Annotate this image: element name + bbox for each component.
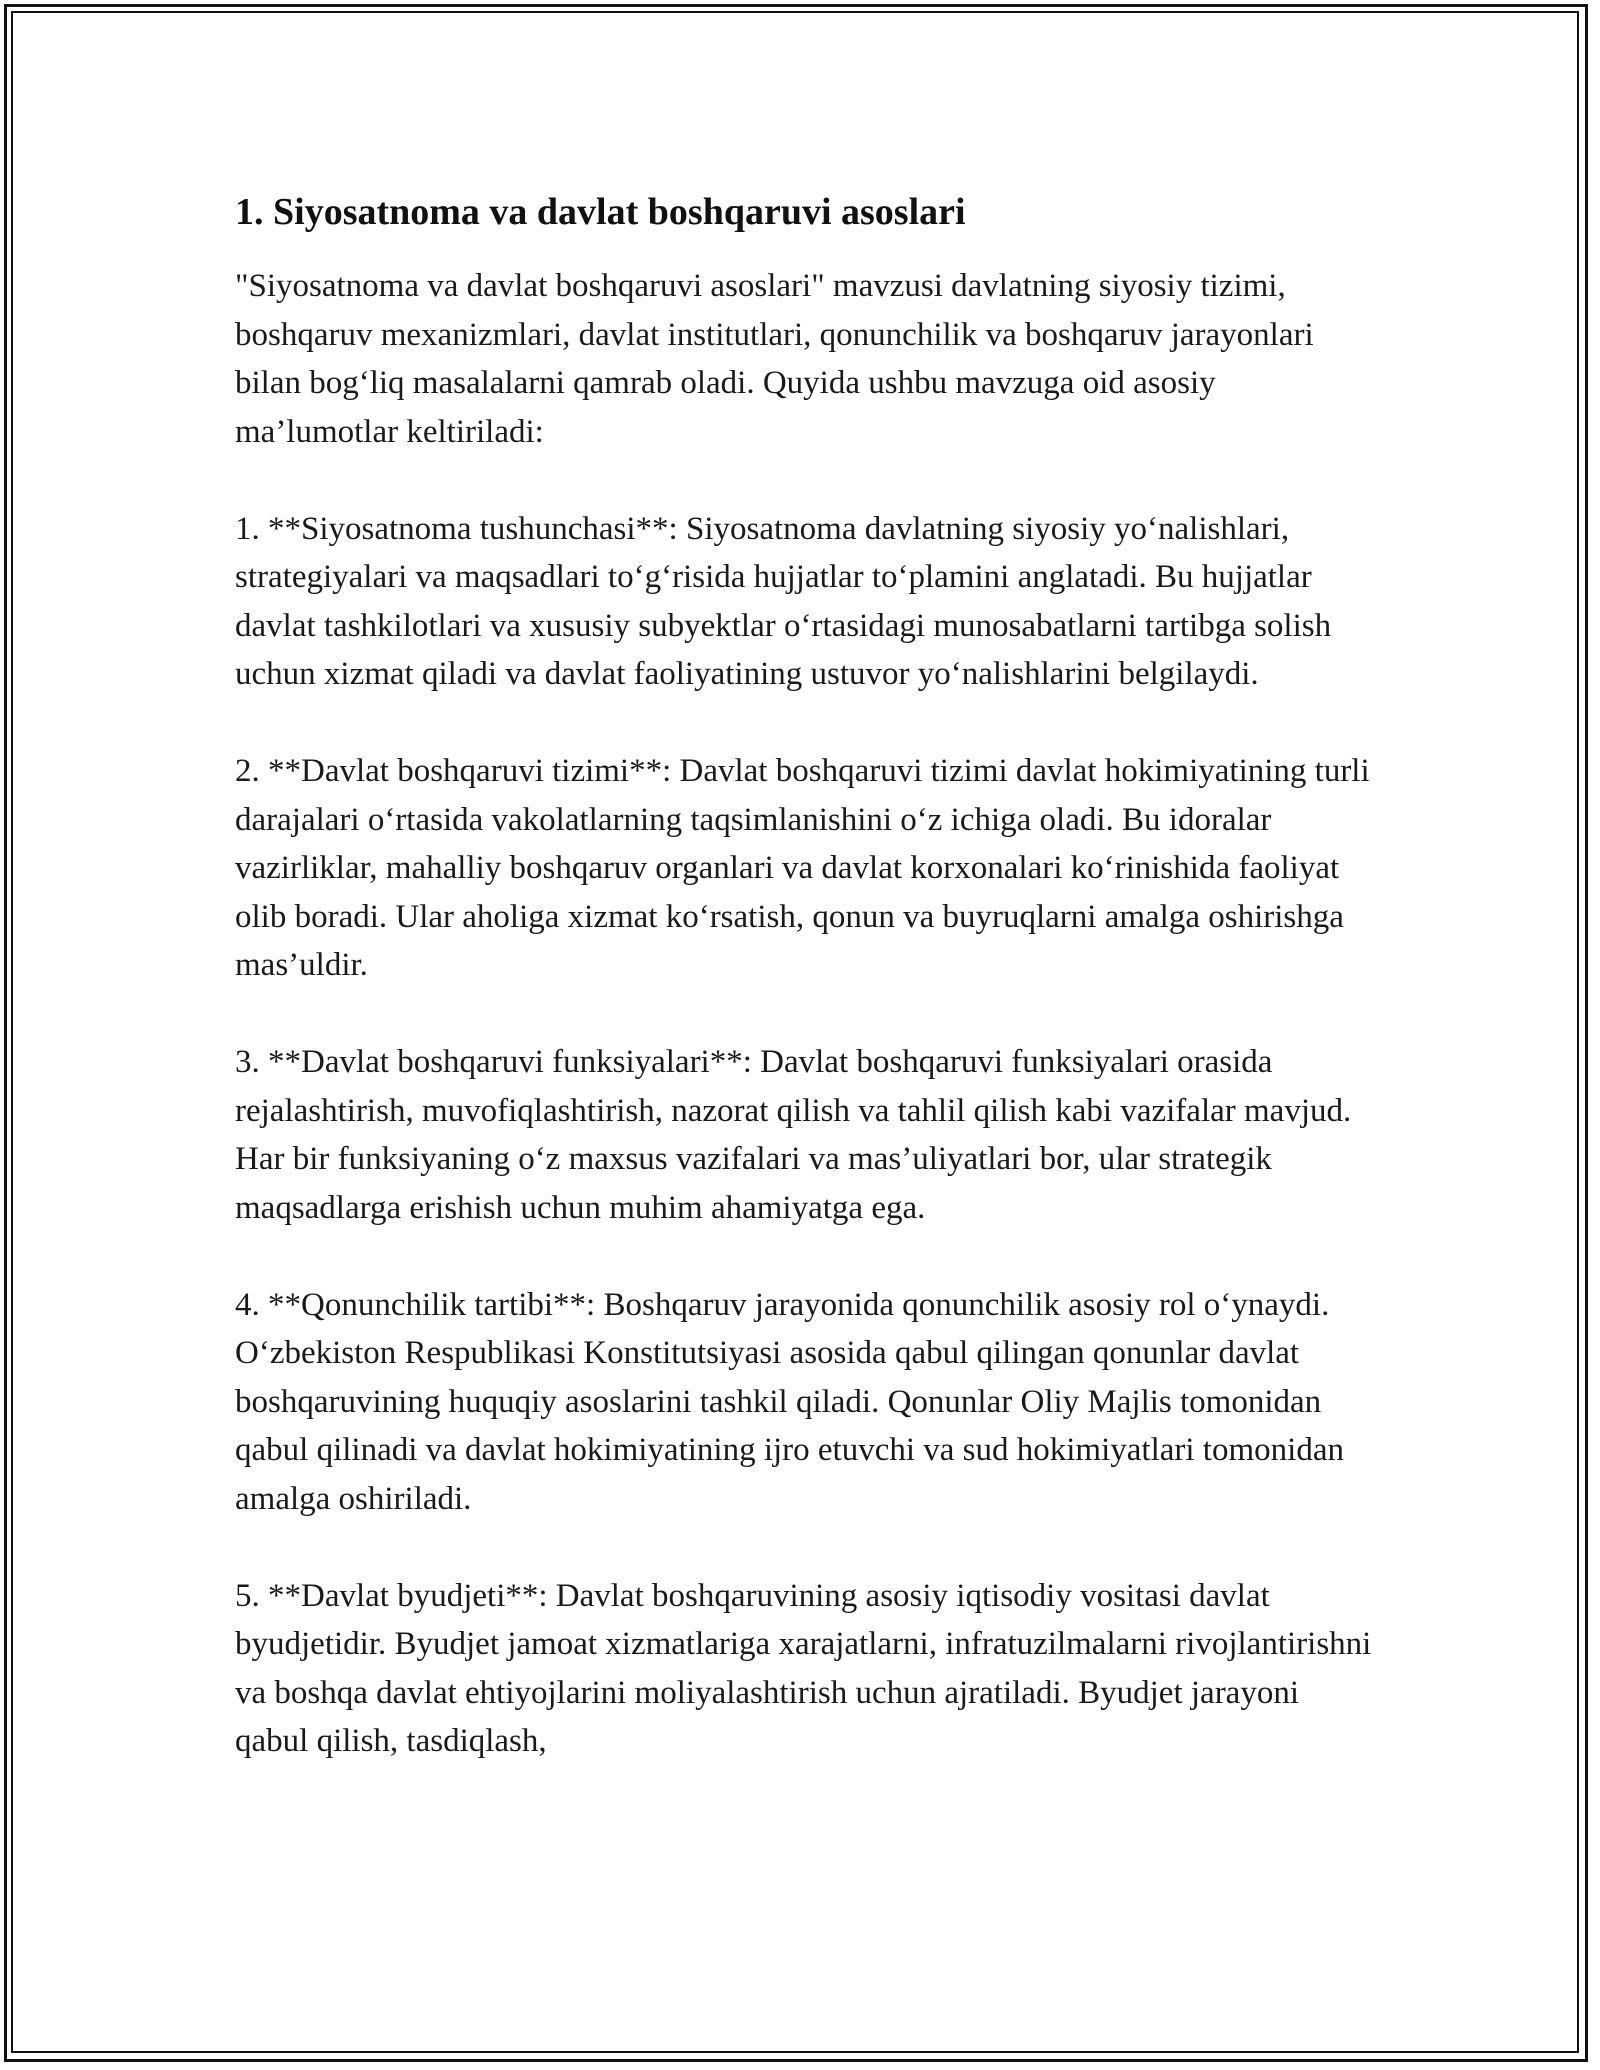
section-paragraph-1: 1. **Siyosatnoma tushunchasi**: Siyosatnoma davlatning siyosiy yo‘nalishlari, strategiyalari va maqsadlari to‘g‘risida hujjatlar to‘plamini anglatadi. Bu hujjatlar davlat tashkilotlari va xususiy subyektlar o‘rtasidagi munosabatlarni tartibga solish uchun xizmat qiladi va davlat faoliyatining ustuvor yo‘nalishlarini belgilaydi. — [235, 510, 1332, 692]
document-title: 1. Siyosatnoma va davlat boshqaruvi asoslari — [235, 191, 966, 233]
section-paragraph-4: 4. **Qonunchilik tartibi**: Boshqaruv jarayonida qonunchilik asosiy rol o‘ynaydi. O‘zbekiston Respublikasi Konstitutsiyasi asosida qabul qilingan qonunlar davlat boshqaruvining huquqiy asoslarini tashkil qiladi. Qonunlar Oliy Majlis tomonidan qabul qilinadi va davlat hokimiyatining ijro etuvchi va sud hokimiyatlari tomonidan amalga oshiriladi. — [235, 1286, 1344, 1517]
intro-paragraph: "Siyosatnoma va davlat boshqaruvi asoslari" mavzusi davlatning siyosiy tizimi, boshqaruv mexanizmlari, davlat institutlari, qonunchilik va boshqaruv jarayonlari bilan bog‘liq masalalarni qamrab oladi. Quyida ushbu mavzuga oid asosiy ma’lumotlar keltiriladi: — [235, 268, 1314, 450]
section-paragraph-2: 2. **Davlat boshqaruvi tizimi**: Davlat boshqaruvi tizimi davlat hokimiyatining turli darajalari o‘rtasida vakolatlarning taqsimlanishini o‘z ichiga oladi. Bu idoralar vazirliklar, mahalliy boshqaruv organlari va davlat korxonalari ko‘rinishida faoliyat olib boradi. Ular aholiga xizmat ko‘rsatish, qonun va buyruqlarni amalga oshirishga mas’uldir. — [235, 753, 1370, 983]
document-body — [235, 188, 1375, 1814]
section-paragraph-5: 5. **Davlat byudjeti**: Davlat boshqaruvining asosiy iqtisodiy vositasi davlat byudjetidir. Byudjet jamoat xizmatlariga xarajatlarni, infratuzilmalarni rivojlantirishni va boshqa davlat ehtiyojlarini moliyalashtirish uchun ajratiladi. Byudjet jarayoni qabul qilish, tasdiqlash, — [235, 1577, 1372, 1759]
section-paragraph-3: 3. **Davlat boshqaruvi funksiyalari**: Davlat boshqaruvi funksiyalari orasida rejalashtirish, muvofiqlashtirish, nazorat qilish va tahlil qilish kabi vazifalar mavjud. Har bir funksiyaning o‘z maxsus vazifalari va mas’uliyatlari bor, ular strategik maqsadlarga erishish uchun muhim ahamiyatga ega. — [235, 1044, 1352, 1226]
